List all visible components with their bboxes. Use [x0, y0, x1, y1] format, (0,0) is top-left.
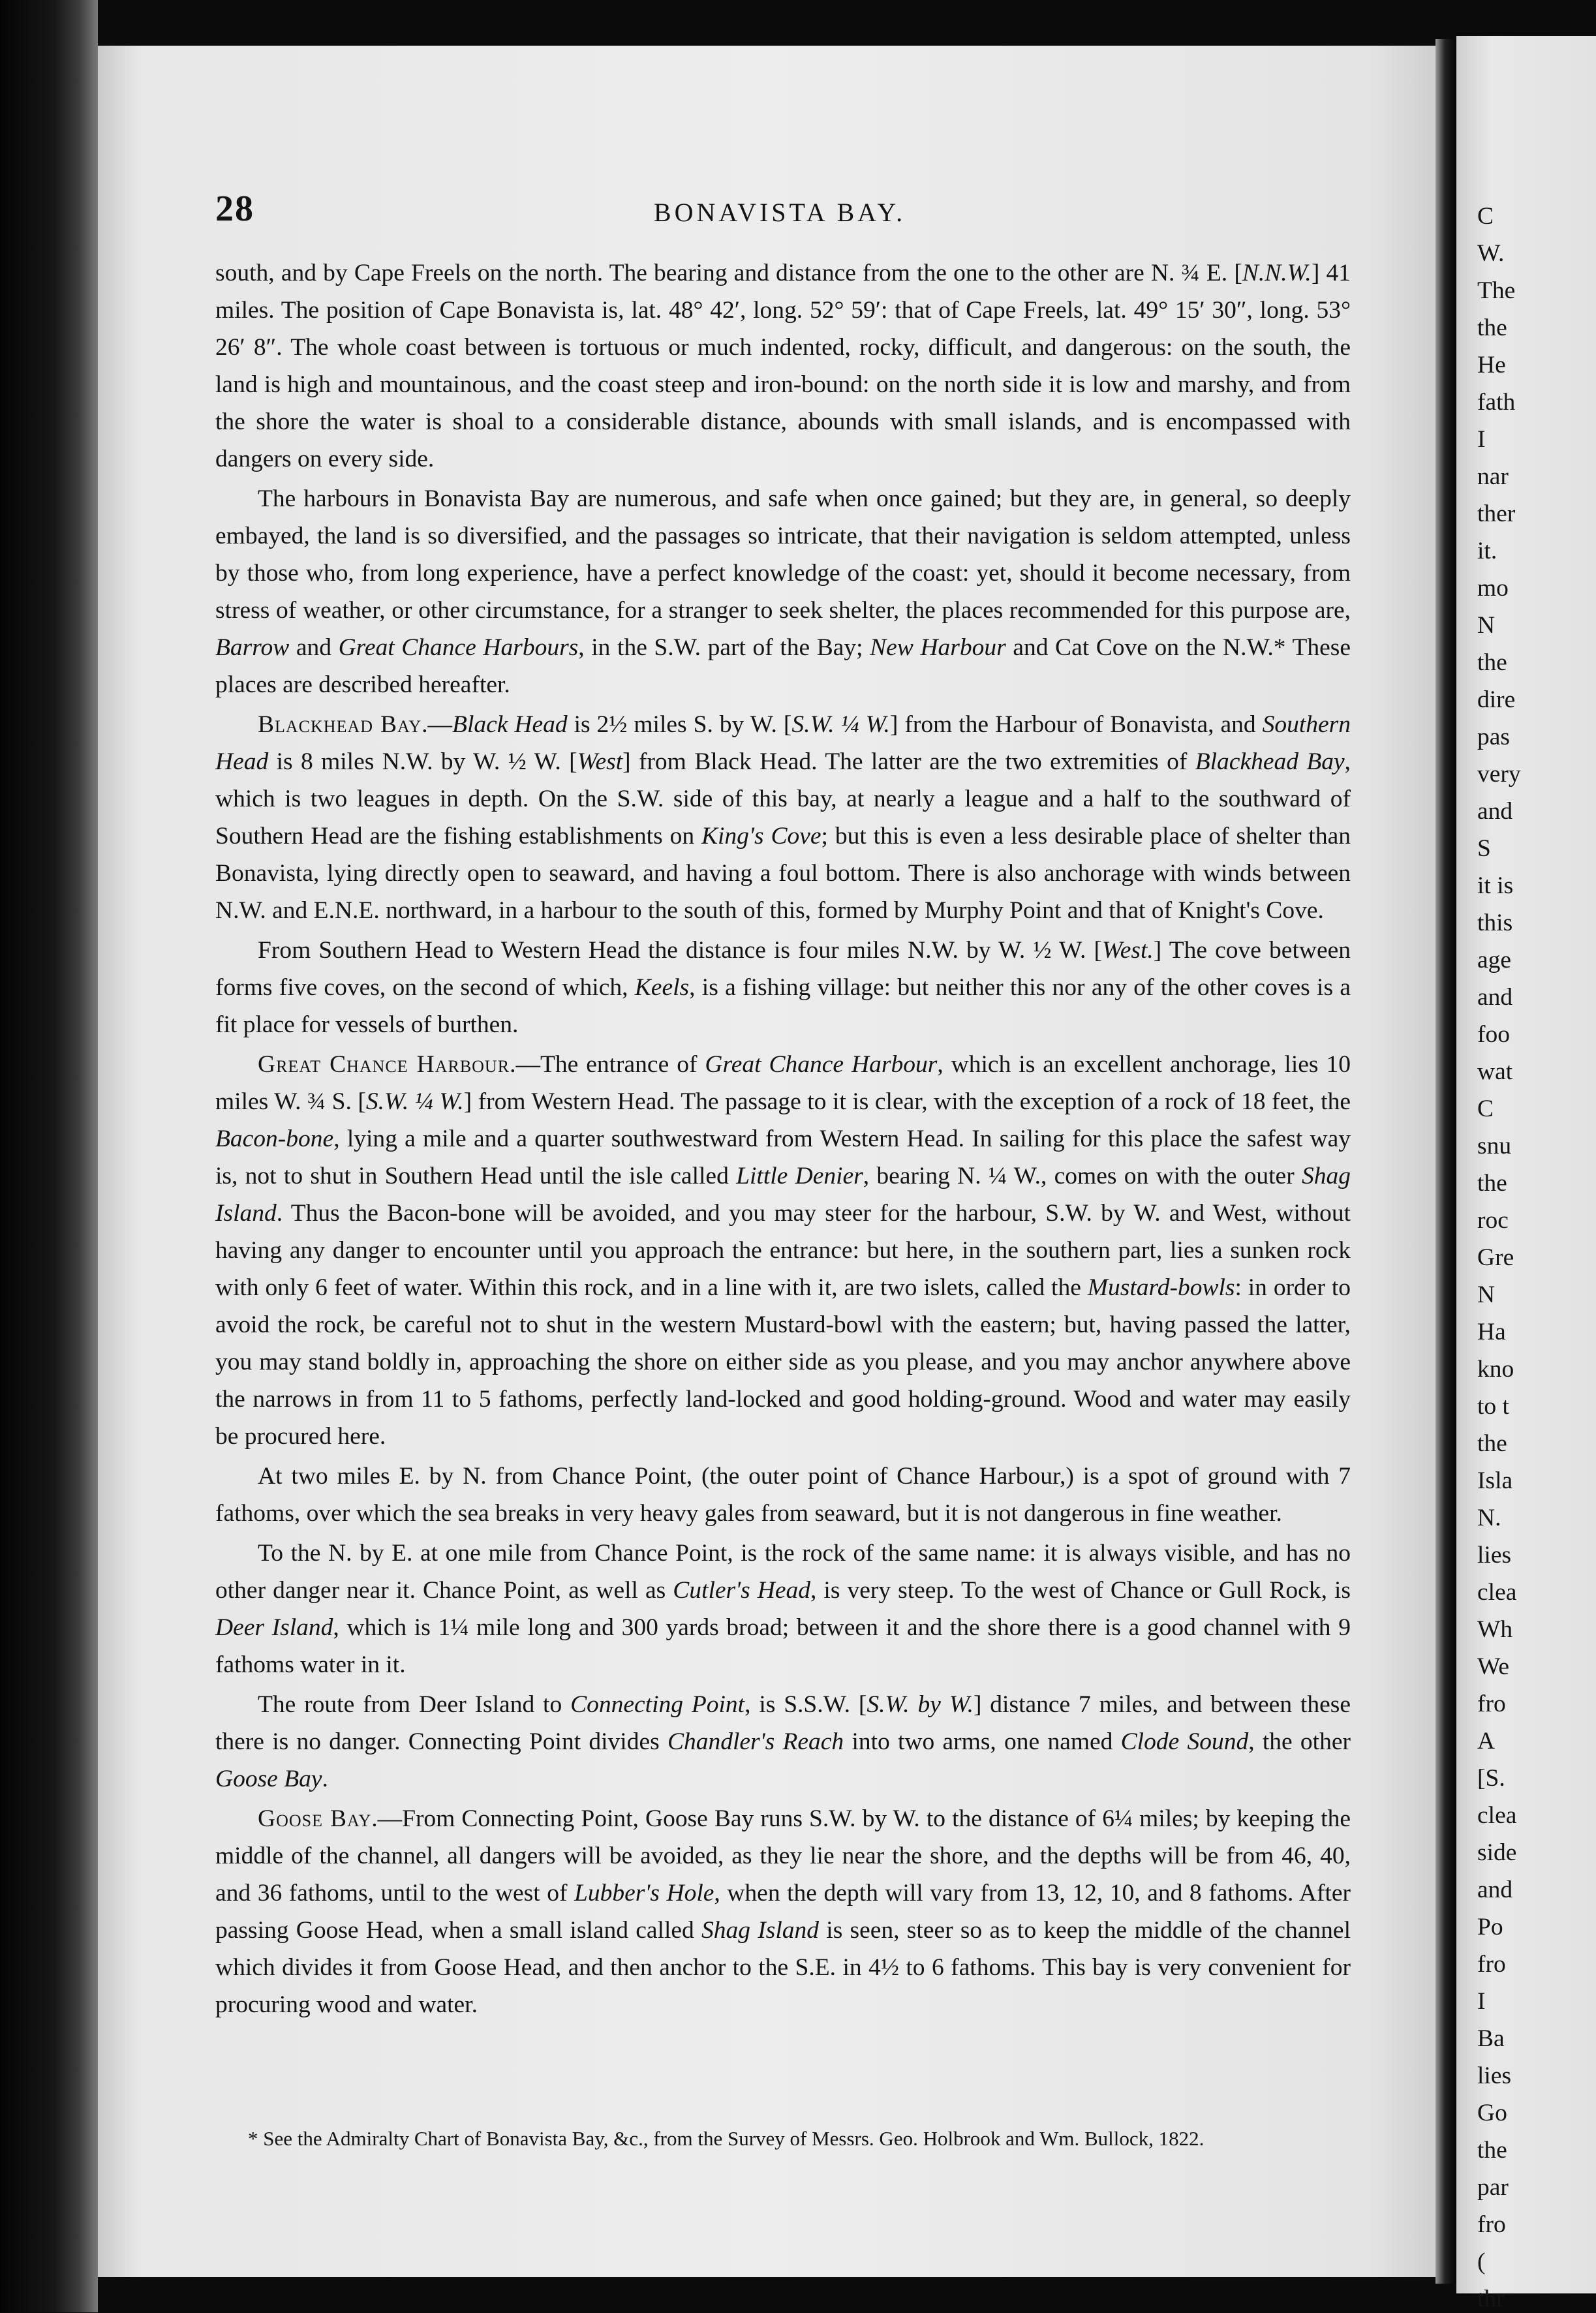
facing-page-fragment: pas — [1477, 724, 1510, 750]
facing-page-fragment: it is — [1477, 872, 1514, 899]
text-run: . — [322, 1766, 328, 1792]
section-heading: Great Chance Harbour — [258, 1051, 510, 1078]
text-run: ] from Black Head. The latter are the two extremities of — [622, 748, 1195, 775]
text-run: is 8 miles N.W. by W. ½ W. [ — [268, 748, 577, 775]
facing-page-fragment: kno — [1477, 1356, 1514, 1383]
footnote: * See the Admiralty Chart of Bonavista Bay, &c., from the Survey of Messrs. Geo. Holbrook and Wm. Bullock, 1822. — [248, 2127, 1205, 2150]
facing-page-fragment: C — [1477, 1095, 1494, 1122]
page-gutter — [1435, 39, 1456, 2284]
running-head: BONAVISTA BAY. — [653, 198, 906, 227]
facing-page-fragment: The — [1477, 277, 1516, 304]
facing-page-fragment: fath — [1477, 389, 1516, 416]
italic-text: West. — [1101, 937, 1154, 964]
text-run: , is very steep. To the west of Chance or Gull Rock, is — [810, 1577, 1351, 1604]
facing-page-edge — [1456, 36, 1596, 2312]
italic-text: S.W. ¼ W. — [791, 711, 890, 738]
italic-text: Southern Head — [215, 711, 1351, 775]
facing-page-fragment: I — [1477, 1988, 1486, 2015]
facing-page-fragment: ( — [1477, 2248, 1486, 2275]
text-run: The route from Deer Island to — [258, 1691, 571, 1718]
italic-text: Connecting Point — [570, 1691, 745, 1718]
paragraph — [215, 1535, 1351, 1683]
facing-page-fragment: age — [1477, 947, 1512, 973]
facing-page-fragment: the — [1477, 2137, 1507, 2164]
text-run: into two arms, one named — [844, 1728, 1121, 1755]
italic-text: S.W. ¼ W. — [365, 1088, 464, 1115]
facing-page-fragment: and — [1477, 1876, 1513, 1903]
italic-text: Keels — [634, 974, 690, 1001]
text-run: is seen, steer so as to keep the middle of the channel which divides it from Goose Head, and then anchor to the S.E. in 4½ to 6 fathoms. This bay is very convenient for procuring wood and water. — [215, 1917, 1351, 2018]
facing-page-fragment: thr — [1477, 2286, 1505, 2312]
italic-text: Mustard-bowls — [1087, 1274, 1235, 1301]
italic-text: Goose Bay — [215, 1766, 322, 1792]
facing-page-fragment: He — [1477, 352, 1506, 378]
text-run: : in order to avoid the rock, be careful not to shut in the western Mustard-bowl with the eastern; but, having passed the latter, you may stand boldly in, approaching the shore on either side as you please, and you may anchor anywhere above the narrows in from 11 to 5 fathoms, perfectly land-locked and good holding-ground. Wood and water may easily be procured here. — [215, 1274, 1351, 1450]
text-run: and — [289, 634, 339, 661]
paragraph — [215, 1458, 1351, 1532]
text-run: ] from the Harbour of Bonavista, and — [889, 711, 1263, 738]
text-run: , when the depth will vary from 13, 12, 10, and 8 fathoms. After passing Goose Head, when a small island called — [215, 1880, 1351, 1944]
page-number: 28 — [215, 189, 254, 229]
text-run: . Thus the Bacon-bone will be avoided, and you may steer for the harbour, S.W. by W. and West, without having any danger to encounter until you approach the entrance: but here, in the southern part, lies a sunken rock with only 6 feet of water. Within this rock, and in a line with it, are two islets, called the — [215, 1200, 1351, 1301]
paragraph — [215, 932, 1351, 1043]
text-run: and Cat Cove on the N.W.* These places are described hereafter. — [215, 634, 1351, 698]
book-binding-shadow — [0, 0, 98, 2312]
facing-page-fragment: dire — [1477, 686, 1516, 713]
italic-text: Lubber's Hole — [574, 1880, 714, 1907]
paragraph — [215, 480, 1351, 703]
text-run: To the N. by E. at one mile from Chance Point, is the rock of the same name: it is always visible, and has no other danger near it. Chance Point, as well as — [215, 1540, 1351, 1604]
facing-page-fragment: S — [1477, 835, 1491, 862]
page-header — [215, 163, 1344, 241]
facing-page-fragment: foo — [1477, 1021, 1510, 1048]
book-page — [98, 46, 1435, 2277]
paragraph — [215, 1046, 1351, 1455]
text-run: ] 41 miles. The position of Cape Bonavista is, lat. 48° 42′, long. 52° 59′: that of Cape Freels, lat. 49° 15′ 30″, long. 53° 26′ 8″. The whole coast between is tortuous or much indented, rocky, difficult, and dangerous: on the south, the land is high and mountainous, and the coast steep and iron-bound: on the north side it is low and marshy, and from the shore the water is shoal to a considerable distance, abounds with small islands, and is encompassed with dangers on every side. — [215, 260, 1351, 472]
text-run: From Southern Head to Western Head the distance is four miles N.W. by W. ½ W. [ — [258, 937, 1102, 964]
facing-page-fragment: clea — [1477, 1579, 1517, 1606]
facing-page-fragment: fro — [1477, 1951, 1506, 1978]
italic-text: Deer Island — [215, 1614, 333, 1641]
facing-page-fragment: ther — [1477, 500, 1516, 527]
facing-page-fragment: the — [1477, 1170, 1507, 1197]
italic-text: West — [577, 748, 623, 775]
facing-page-fragment: to t — [1477, 1393, 1509, 1420]
text-run: ] from Western Head. The passage to it is clear, with the exception of a rock of 18 feet, the — [463, 1088, 1351, 1115]
italic-text: S.W. by W. — [867, 1691, 974, 1718]
paragraph — [215, 1686, 1351, 1798]
facing-page-fragment: Ha — [1477, 1319, 1506, 1345]
italic-text: Shag Island — [701, 1917, 820, 1944]
facing-page-fragment: the — [1477, 649, 1507, 676]
facing-page-fragment: it. — [1477, 538, 1497, 564]
facing-page-fragment: this — [1477, 910, 1513, 936]
facing-page-fragment: N — [1477, 612, 1496, 639]
text-run: , is a fishing village: but neither this nor any of the other coves is a fit place for vessels of burthen. — [215, 974, 1351, 1038]
text-run: south, and by Cape Freels on the north. The bearing and distance from the one to the other are N. ¾ E. [ — [215, 260, 1242, 286]
text-run: , which is 1¼ mile long and 300 yards broad; between it and the shore there is a good channel with 9 fathoms water in it. — [215, 1614, 1351, 1678]
italic-text: Barrow — [215, 634, 290, 661]
italic-text: Clode Sound — [1120, 1728, 1249, 1755]
facing-page-fragment: and — [1477, 798, 1513, 825]
facing-page-fragment: Isla — [1477, 1467, 1513, 1494]
text-run: , bearing N. ¼ W., comes on with the outer — [863, 1163, 1302, 1189]
facing-page-fragment: and — [1477, 984, 1513, 1011]
italic-text: Bacon-bone — [215, 1126, 334, 1152]
text-run: .—From Connecting Point, Goose Bay runs S.W. by W. to the distance of 6¼ miles; by keeping the middle of the channel, all dangers will be avoided, as they lie near the shore, and the depths will be from 46, 40, and 36 fathoms, until to the west of — [215, 1805, 1351, 1907]
italic-text: Great Chance Harbour — [705, 1051, 938, 1078]
italic-text: Blackhead Bay — [1195, 748, 1345, 775]
facing-page-fragment: side — [1477, 1839, 1517, 1866]
section-heading: Blackhead Bay — [258, 711, 422, 738]
facing-page-fragment: lies — [1477, 1542, 1512, 1569]
text-run: , is S.S.W. [ — [744, 1691, 867, 1718]
italic-text: Little Denier — [736, 1163, 863, 1189]
facing-page-fragment: N. — [1477, 1505, 1501, 1531]
facing-page-fragment: wat — [1477, 1058, 1513, 1085]
facing-page-fragment: roc — [1477, 1207, 1509, 1234]
italic-text: Cutler's Head — [673, 1577, 810, 1604]
facing-page-fragment: [S. — [1477, 1765, 1505, 1792]
italic-text: Great Chance Harbours — [338, 634, 579, 661]
facing-page-fragment: Gre — [1477, 1244, 1514, 1271]
text-run: , lying a mile and a quarter southwestward from Western Head. In sailing for this place the safest way is, not to shut in Southern Head until the isle called — [215, 1126, 1351, 1189]
italic-text: N.N.W. — [1242, 260, 1312, 286]
facing-page-fragment: fro — [1477, 2211, 1506, 2238]
facing-page-fragment: C — [1477, 203, 1494, 230]
facing-page-fragment: very — [1477, 761, 1521, 788]
facing-page-fragment: nar — [1477, 463, 1509, 490]
italic-text: King's Cove — [701, 823, 821, 850]
text-run: The harbours in Bonavista Bay are numerous, and safe when once gained; but they are, in general, so deeply embayed, the land is so diversified, and the passages so intricate, that their navigation is seldom attempted, unless by those who, from long experience, have a perfect knowledge of the coast: yet, should it become necessary, from stress of weather, or other circumstance, for a stranger to seek shelter, the places recommended for this purpose are, — [215, 485, 1351, 624]
paragraph — [215, 1800, 1351, 2023]
italic-text: New Harbour — [870, 634, 1006, 661]
text-run: is 2½ miles S. by W. [ — [567, 711, 792, 738]
text-run: , which is an excellent anchorage, lies 10 miles W. ¾ S. [ — [215, 1051, 1351, 1115]
italic-text: Shag Island — [215, 1163, 1351, 1227]
facing-page-fragment: W. — [1477, 240, 1505, 267]
facing-page-fragment: the — [1477, 314, 1507, 341]
text-run: , in the S.W. part of the Bay; — [578, 634, 870, 661]
facing-page-fragment: Wh — [1477, 1616, 1513, 1643]
facing-page-fragment: clea — [1477, 1802, 1517, 1829]
text-run: ; but this is even a less desirable place of shelter than Bonavista, lying directly open to seaward, and having a foul bottom. There is also anchorage with winds between N.W. and E.N.E. northward, in a harbour to the south of this, formed by Murphy Point and that of Knight's Cove. — [215, 823, 1351, 924]
facing-page-fragment: A — [1477, 1728, 1496, 1754]
text-run: .— — [422, 711, 453, 738]
text-run: At two miles E. by N. from Chance Point, (the outer point of Chance Harbour,) is a spot of ground with 7 fathoms, over which the sea breaks in very heavy gales from seaward, but it is not dangerous in fine weather. — [215, 1463, 1351, 1527]
text-run: ] The cove between forms five coves, on the second of which, — [215, 937, 1351, 1001]
text-run: .—The entrance of — [510, 1051, 705, 1078]
facing-page-fragment: Go — [1477, 2100, 1507, 2126]
facing-page-fragment: N — [1477, 1281, 1496, 1308]
facing-page-fragment: mo — [1477, 575, 1509, 602]
facing-page-fragment: the — [1477, 1430, 1507, 1457]
italic-text: Chandler's Reach — [667, 1728, 844, 1755]
facing-page-fragment: Ba — [1477, 2025, 1505, 2052]
facing-page-fragment: We — [1477, 1653, 1510, 1680]
body-text — [215, 254, 1351, 2023]
text-run: , the other — [1248, 1728, 1351, 1755]
facing-page-fragment: lies — [1477, 2062, 1512, 2089]
facing-page-fragment: snu — [1477, 1133, 1512, 1159]
section-heading: Goose Bay — [258, 1805, 372, 1832]
text-run: ] distance 7 miles, and between these there is no danger. Connecting Point divides — [215, 1691, 1351, 1755]
facing-page-fragment: par — [1477, 2174, 1509, 2201]
facing-page-fragment: fro — [1477, 1691, 1506, 1717]
text-run: , which is two leagues in depth. On the S.W. side of this bay, at nearly a league and a half to the southward of Southern Head are the fishing establishments on — [215, 748, 1351, 850]
italic-text: Black Head — [452, 711, 568, 738]
facing-page-fragment: I — [1477, 426, 1486, 453]
facing-page-fragment: Po — [1477, 1914, 1503, 1940]
paragraph — [215, 706, 1351, 929]
paragraph — [215, 254, 1351, 478]
